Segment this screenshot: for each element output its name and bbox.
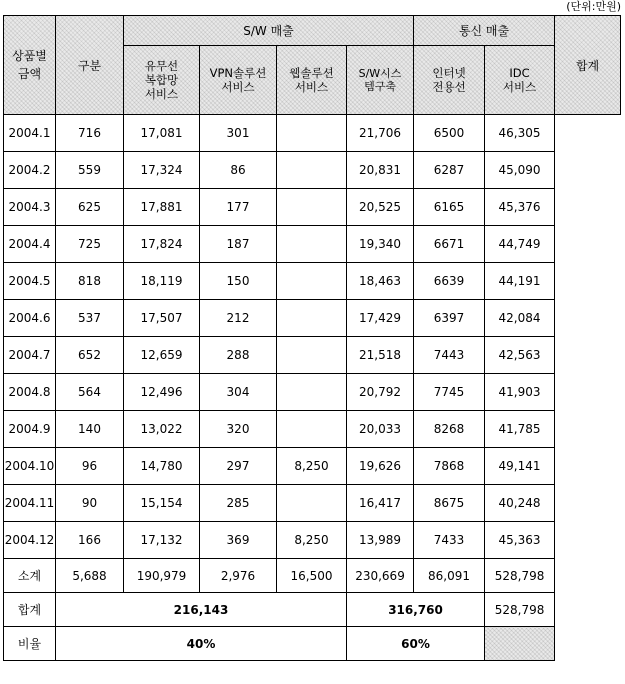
- header-col-1-line1: 유무선: [144, 59, 179, 73]
- row-total-cell: 44,191: [485, 263, 555, 300]
- grand-total-comm: 316,760: [347, 593, 485, 627]
- value-cell: [277, 411, 347, 448]
- period-cell: 2004.7: [4, 337, 56, 374]
- row-total-cell: 41,903: [485, 374, 555, 411]
- table-row: [4, 374, 621, 411]
- value-cell: 6287: [414, 152, 485, 189]
- value-cell: 13,989: [347, 522, 414, 559]
- value-cell: 17,881: [124, 189, 200, 226]
- ratio-row: [4, 627, 621, 661]
- value-cell: 140: [56, 411, 124, 448]
- header-col-1: [124, 46, 200, 115]
- value-cell: 6671: [414, 226, 485, 263]
- value-cell: 19,626: [347, 448, 414, 485]
- table-row: [4, 485, 621, 522]
- subtotal-cell: 230,669: [347, 559, 414, 593]
- period-cell: 2004.10: [4, 448, 56, 485]
- value-cell: 12,496: [124, 374, 200, 411]
- period-cell: 2004.8: [4, 374, 56, 411]
- value-cell: 818: [56, 263, 124, 300]
- value-cell: 304: [200, 374, 277, 411]
- header-col-2-line2: 서비스: [221, 80, 255, 94]
- value-cell: 20,792: [347, 374, 414, 411]
- period-cell: 2004.5: [4, 263, 56, 300]
- table-row: [4, 448, 621, 485]
- value-cell: 6397: [414, 300, 485, 337]
- table-row: [4, 411, 621, 448]
- table-row: [4, 226, 621, 263]
- value-cell: 288: [200, 337, 277, 374]
- header-col-6-line2: 서비스: [502, 80, 537, 94]
- side-label-line1: 상품별: [12, 49, 47, 63]
- value-cell: [277, 189, 347, 226]
- value-cell: [277, 226, 347, 263]
- value-cell: [277, 337, 347, 374]
- header-col-6-line1: IDC: [509, 66, 530, 80]
- row-total-cell: 49,141: [485, 448, 555, 485]
- header-col-4: [347, 46, 414, 115]
- header-col-3-line2: 서비스: [294, 80, 329, 94]
- value-cell: 8,250: [277, 522, 347, 559]
- value-cell: 17,132: [124, 522, 200, 559]
- unit-label: (단위:만원): [566, 0, 621, 13]
- value-cell: 8,250: [277, 448, 347, 485]
- table-row: [4, 152, 621, 189]
- value-cell: 18,119: [124, 263, 200, 300]
- value-cell: 12,659: [124, 337, 200, 374]
- side-label-line2: 금액: [17, 67, 42, 81]
- header-comm-group: 통신 매출: [414, 16, 555, 46]
- period-cell: 2004.6: [4, 300, 56, 337]
- row-total-cell: 40,248: [485, 485, 555, 522]
- value-cell: 96: [56, 448, 124, 485]
- value-cell: 725: [56, 226, 124, 263]
- value-cell: 21,706: [347, 115, 414, 152]
- value-cell: 6500: [414, 115, 485, 152]
- value-cell: 17,429: [347, 300, 414, 337]
- subtotal-cell: 190,979: [124, 559, 200, 593]
- header-col-5-line2: 전용선: [432, 80, 466, 94]
- subtotal-cell: 5,688: [56, 559, 124, 593]
- table-row: [4, 115, 621, 152]
- ratio-empty-cell: [485, 627, 555, 661]
- header-sw-group: S/W 매출: [124, 16, 414, 46]
- header-gubun: 구분: [56, 16, 124, 115]
- value-cell: 212: [200, 300, 277, 337]
- value-cell: 716: [56, 115, 124, 152]
- value-cell: 19,340: [347, 226, 414, 263]
- grand-total-total: 528,798: [485, 593, 555, 627]
- period-cell: 2004.3: [4, 189, 56, 226]
- value-cell: 652: [56, 337, 124, 374]
- value-cell: 86: [200, 152, 277, 189]
- period-cell: 2004.1: [4, 115, 56, 152]
- value-cell: 7443: [414, 337, 485, 374]
- header-col-5: [414, 46, 485, 115]
- grand-total-label: 합계: [4, 593, 56, 627]
- row-total-cell: 45,090: [485, 152, 555, 189]
- value-cell: 7745: [414, 374, 485, 411]
- subtotal-cell: 2,976: [200, 559, 277, 593]
- value-cell: 8268: [414, 411, 485, 448]
- row-total-cell: 44,749: [485, 226, 555, 263]
- value-cell: 177: [200, 189, 277, 226]
- grand-total-sw: 216,143: [56, 593, 347, 627]
- period-cell: 2004.11: [4, 485, 56, 522]
- row-total-cell: 42,563: [485, 337, 555, 374]
- value-cell: 21,518: [347, 337, 414, 374]
- ratio-sw: 40%: [56, 627, 347, 661]
- value-cell: 20,033: [347, 411, 414, 448]
- header-col-4-line2: 템구축: [364, 80, 396, 93]
- row-total-cell: 45,376: [485, 189, 555, 226]
- table-row: [4, 300, 621, 337]
- header-col-2: [200, 46, 277, 115]
- value-cell: 7868: [414, 448, 485, 485]
- subtotal-label: 소계: [4, 559, 56, 593]
- value-cell: 17,824: [124, 226, 200, 263]
- value-cell: 8675: [414, 485, 485, 522]
- header-col-3-line1: 웹솔루션: [289, 66, 334, 80]
- value-cell: 15,154: [124, 485, 200, 522]
- value-cell: 564: [56, 374, 124, 411]
- row-total-cell: 45,363: [485, 522, 555, 559]
- row-total-cell: 41,785: [485, 411, 555, 448]
- value-cell: [277, 485, 347, 522]
- table-row: [4, 263, 621, 300]
- value-cell: 297: [200, 448, 277, 485]
- row-total-cell: 42,084: [485, 300, 555, 337]
- value-cell: 559: [56, 152, 124, 189]
- value-cell: [277, 374, 347, 411]
- value-cell: 320: [200, 411, 277, 448]
- value-cell: 7433: [414, 522, 485, 559]
- value-cell: 166: [56, 522, 124, 559]
- subtotal-row: [4, 559, 621, 593]
- value-cell: [277, 263, 347, 300]
- value-cell: 625: [56, 189, 124, 226]
- value-cell: 18,463: [347, 263, 414, 300]
- header-col-5-line1: 인터넷: [432, 66, 466, 80]
- value-cell: [277, 115, 347, 152]
- table-row: [4, 189, 621, 226]
- value-cell: 14,780: [124, 448, 200, 485]
- header-col-1-line3: 서비스: [144, 87, 179, 101]
- subtotal-cell: 86,091: [414, 559, 485, 593]
- value-cell: 17,507: [124, 300, 200, 337]
- subtotal-total-cell: 528,798: [485, 559, 555, 593]
- value-cell: [277, 152, 347, 189]
- value-cell: 537: [56, 300, 124, 337]
- header-col-6: [485, 46, 555, 115]
- table-row: [4, 337, 621, 374]
- header-col-3: [277, 46, 347, 115]
- period-cell: 2004.12: [4, 522, 56, 559]
- value-cell: 369: [200, 522, 277, 559]
- value-cell: [277, 300, 347, 337]
- period-cell: 2004.9: [4, 411, 56, 448]
- header-col-4-line1: S/W시스: [358, 67, 402, 80]
- value-cell: 17,081: [124, 115, 200, 152]
- period-cell: 2004.2: [4, 152, 56, 189]
- value-cell: 285: [200, 485, 277, 522]
- value-cell: 16,417: [347, 485, 414, 522]
- value-cell: 13,022: [124, 411, 200, 448]
- header-col-1-line2: 복합망: [144, 73, 179, 87]
- value-cell: 6639: [414, 263, 485, 300]
- ratio-comm: 60%: [347, 627, 485, 661]
- value-cell: 187: [200, 226, 277, 263]
- subtotal-cell: 16,500: [277, 559, 347, 593]
- value-cell: 150: [200, 263, 277, 300]
- value-cell: 17,324: [124, 152, 200, 189]
- header-col-2-line1: VPN솔루션: [209, 66, 267, 80]
- value-cell: 20,831: [347, 152, 414, 189]
- value-cell: 90: [56, 485, 124, 522]
- side-label-cell: [4, 16, 56, 115]
- ratio-label: 비율: [4, 627, 56, 661]
- value-cell: 20,525: [347, 189, 414, 226]
- grand-total-row: [4, 593, 621, 627]
- period-cell: 2004.4: [4, 226, 56, 263]
- row-total-cell: 46,305: [485, 115, 555, 152]
- sales-table: [3, 15, 621, 661]
- header-total: 합계: [555, 16, 621, 115]
- value-cell: 6165: [414, 189, 485, 226]
- table-row: [4, 522, 621, 559]
- value-cell: 301: [200, 115, 277, 152]
